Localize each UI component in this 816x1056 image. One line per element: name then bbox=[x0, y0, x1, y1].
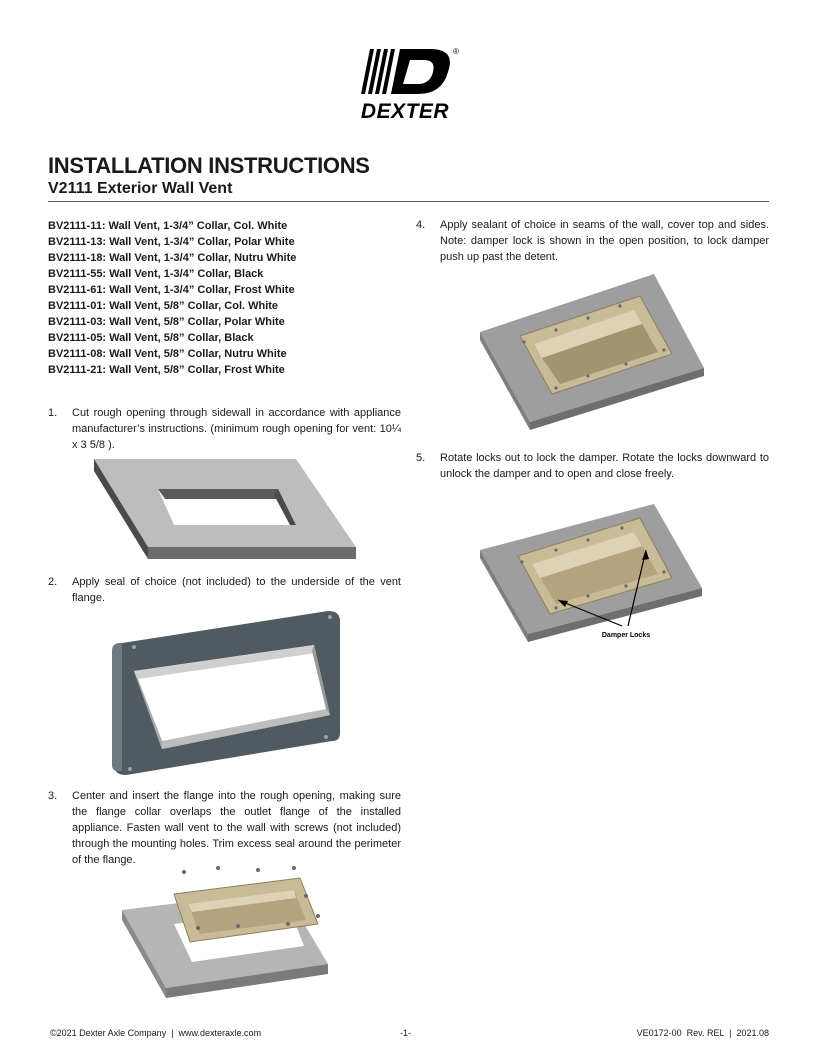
step-2 bbox=[48, 574, 401, 606]
step-text: Center and insert the flange into the rough opening, making sure the flange collar overlaps the outlet flange of the installed appliance. Fasten wall vent to the wall with screws (not included) through the mounting holes. Trim excess seal around the perimeter of the flange. bbox=[72, 790, 401, 866]
step-text: Cut rough opening through sidewall in accordance with appliance manufacturer’s instructions. (minimum rough opening for vent: 10¼ x 3 5/8 ). bbox=[72, 407, 401, 451]
title-divider bbox=[48, 201, 769, 202]
rough-opening-illustration bbox=[90, 455, 360, 567]
logo-wordmark: DEXTER bbox=[360, 100, 450, 123]
step-3 bbox=[48, 788, 401, 866]
step-text: Apply sealant of choice in seams of the wall, cover top and sides. Note: damper lock is shown in the open position, to lock damper push up past the detent. bbox=[440, 219, 769, 263]
insert-flange-illustration bbox=[118, 866, 332, 1002]
step-5 bbox=[416, 450, 769, 482]
part-item: BV2111-13: Wall Vent, 1-3/4” Collar, Polar White bbox=[48, 236, 295, 248]
footer-doc-revision: VE0172-00 Rev. REL | 2021.08 bbox=[636, 1028, 769, 1038]
step-text: Apply seal of choice (not included) to the underside of the vent flange. bbox=[72, 576, 401, 604]
parts-list bbox=[48, 218, 378, 378]
step-number: 5. bbox=[416, 452, 426, 464]
part-item: BV2111-03: Wall Vent, 5/8” Collar, Polar White bbox=[48, 316, 285, 328]
part-item: BV2111-05: Wall Vent, 5/8” Collar, Black bbox=[48, 332, 254, 344]
damper-locks-label: Damper Locks bbox=[601, 632, 651, 639]
step-4 bbox=[416, 217, 769, 265]
step-1 bbox=[48, 405, 401, 453]
footer-copyright: ©2021 Dexter Axle Company | www.dexteraxle.com bbox=[50, 1028, 262, 1038]
step-number: 4. bbox=[416, 219, 426, 231]
sealant-illustration bbox=[476, 270, 708, 430]
step-text: Rotate locks out to lock the damper. Rotate the locks downward to unlock the damper and to open and close freely. bbox=[440, 452, 769, 480]
damper-locks-illustration bbox=[476, 500, 708, 650]
registered-mark: ® bbox=[453, 47, 459, 56]
step-number: 2. bbox=[48, 576, 58, 588]
part-item: BV2111-11: Wall Vent, 1-3/4” Collar, Col. White bbox=[48, 220, 288, 232]
part-item: BV2111-18: Wall Vent, 1-3/4” Collar, Nutru White bbox=[48, 252, 297, 264]
part-item: BV2111-08: Wall Vent, 5/8” Collar, Nutru White bbox=[48, 348, 287, 360]
page-subtitle: V2111 Exterior Wall Vent bbox=[48, 180, 233, 197]
part-item: BV2111-55: Wall Vent, 1-3/4” Collar, Black bbox=[48, 268, 264, 280]
part-item: BV2111-01: Wall Vent, 5/8” Collar, Col. White bbox=[48, 300, 279, 312]
vent-flange-seal-illustration bbox=[104, 607, 348, 779]
part-item: BV2111-61: Wall Vent, 1-3/4” Collar, Frost White bbox=[48, 284, 295, 296]
page-title: INSTALLATION INSTRUCTIONS bbox=[48, 153, 370, 178]
part-item: BV2111-21: Wall Vent, 5/8” Collar, Frost White bbox=[48, 364, 285, 376]
step-number: 3. bbox=[48, 790, 58, 802]
footer-page-number: -1- bbox=[400, 1028, 411, 1038]
step-number: 1. bbox=[48, 407, 58, 419]
